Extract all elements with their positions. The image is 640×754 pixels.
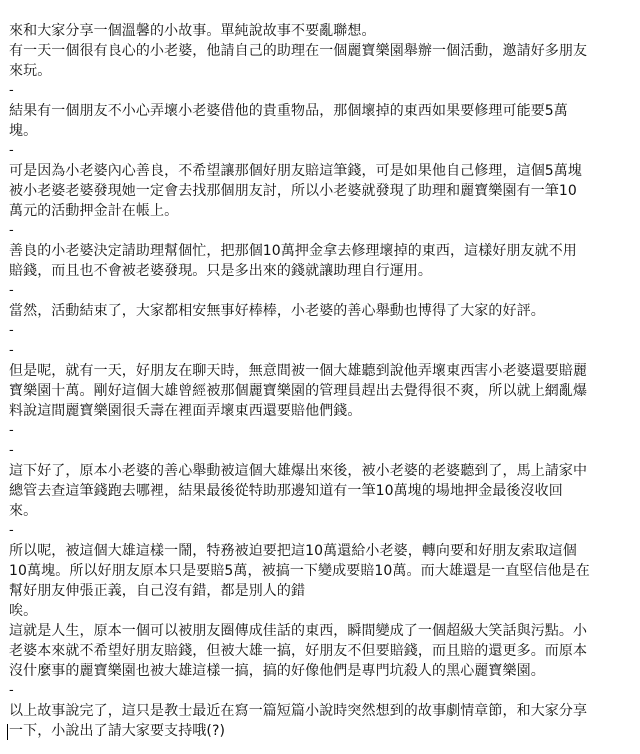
separator-dash-line: - xyxy=(9,683,14,698)
text-line: 被小老婆老婆發現她一定會去找那個朋友討，所以小老婆就發現了助理和麗寶樂園有一筆10 xyxy=(9,183,577,199)
text-line: 10萬塊。所以好朋友原本只是要賠5萬，被搞一下變成要賠10萬。而大雄還是一直堅信他是在 xyxy=(9,563,590,579)
text-line: 但是呢，就有一天，好朋友在聊天時，無意間被一個大雄聽到說他弄壞東西害小老婆還要賠麗 xyxy=(9,363,588,379)
text-line: 老婆本來就不希望好朋友賠錢，但被大雄一搞，好朋友不但要賠錢，而且賠的還更多。而原本 xyxy=(9,643,588,659)
text-line: 塊。 xyxy=(9,123,38,139)
text-line: 幫好朋友伸張正義，自己沒有錯，都是別人的錯 xyxy=(9,583,306,599)
text-line: 結果有一個朋友不小心弄壞小老婆借他的貴重物品，那個壞掉的東西如果要修理可能要5萬 xyxy=(9,103,568,119)
separator-dash-line: - xyxy=(9,343,14,358)
text-line: 寶樂園十萬。剛好這個大雄曾經被那個麗寶樂園的管理員趕出去覺得很不爽，所以就上網亂爆 xyxy=(9,383,588,399)
text-line: 可是因為小老婆內心善良，不希望讓那個好朋友賠這筆錢，可是如果他自己修理，這個5萬塊 xyxy=(9,163,583,179)
text-line: 有一天一個很有良心的小老婆，他請自己的助理在一個麗寶樂園舉辦一個活動，邀請好多朋友 xyxy=(9,43,588,59)
text-line: 這下好了，原本小老婆的善心舉動被這個大雄爆出來後，被小老婆的老婆聽到了，馬上請家中 xyxy=(9,463,588,479)
text-line: 當然，活動結束了，大家都相安無事好棒棒，小老婆的善心舉動也博得了大家的好評。 xyxy=(9,303,545,319)
text-cursor xyxy=(7,724,8,740)
text-line: 善良的小老婆決定請助理幫個忙，把那個10萬押金拿去修理壞掉的東西，這樣好朋友就不用 xyxy=(9,243,577,259)
text-line: 來和大家分享一個溫馨的小故事。單純說故事不要亂聯想。 xyxy=(9,23,376,39)
text-line: 一下，小說出了請大家要支持哦(?) xyxy=(9,723,226,739)
separator-dash-line: - xyxy=(9,443,14,458)
text-line: 萬元的活動押金計在帳上。 xyxy=(9,203,179,219)
text-line: 沒什麼事的麗寶樂園也被大雄這樣一搞，搞的好像他們是專門坑殺人的黑心麗寶樂園。 xyxy=(9,663,545,679)
separator-dash-line: - xyxy=(9,283,14,298)
text-line: 所以呢，被這個大雄這樣一鬧，特務被迫要把這10萬還給小老婆，轉向要和好朋友索取這個 xyxy=(9,543,577,559)
separator-dash-line: - xyxy=(9,223,14,238)
text-line: 這就是人生，原本一個可以被朋友圈傳成佳話的東西，瞬間變成了一個超級大笑話與污點。小 xyxy=(9,623,588,639)
text-line: 賠錢，而且也不會被老婆發現。只是多出來的錢就讓助理自行運用。 xyxy=(9,263,432,279)
text-line: 唉。 xyxy=(9,603,38,619)
text-line: 總管去查這筆錢跑去哪裡，結果最後從特助那邊知道有一筆10萬塊的場地押金最後沒收回 xyxy=(9,483,563,499)
separator-dash-line: - xyxy=(9,323,14,338)
separator-dash-line: - xyxy=(9,423,14,438)
text-line: 以上故事說完了，這只是教士最近在寫一篇短篇小說時突然想到的故事劇情章節，和大家分享 xyxy=(9,703,588,719)
text-line: 來玩。 xyxy=(9,63,52,79)
separator-dash-line: - xyxy=(9,83,14,98)
story-text-body xyxy=(9,21,633,741)
separator-dash-line: - xyxy=(9,523,14,538)
text-line: 來。 xyxy=(9,503,38,519)
text-line: 料說這間麗寶樂園很夭壽在裡面弄壞東西還要賠他們錢。 xyxy=(9,403,362,419)
separator-dash-line: - xyxy=(9,143,14,158)
